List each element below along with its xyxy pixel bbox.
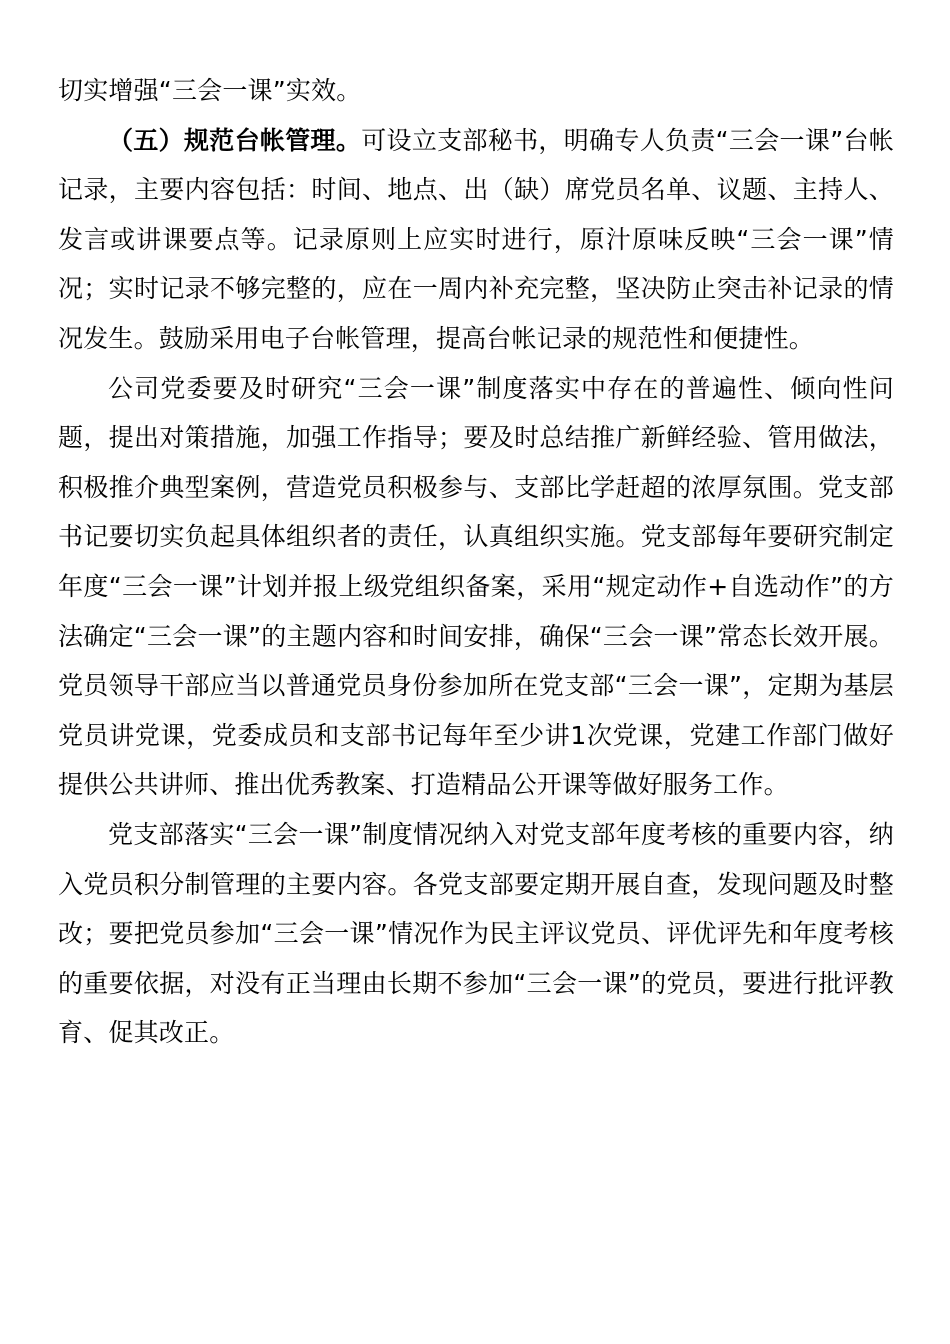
section-heading: （五）规范台帐管理。 <box>108 125 362 155</box>
paragraph-party-committee: 公司党委要及时研究“三会一课”制度落实中存在的普遍性、倾向性问题，提出对策措施，加强工作指导；要及时总结推广新鲜经验、管用做法，积极推介典型案例，营造党员积极参与、支部比学赶超的浓厚氛围。党支部书记要切实负起具体组织者的责任，认真组织实施。党支部每年要研究制定年度“三会一课”计划并报上级党组织备案，采用“规定动作+自选动作”的方法确定“三会一课”的主题内容和时间安排，确保“三会一课”常态长效开展。党员领导干部应当以普通党员身份参加所在党支部“三会一课”，定期为基层党员讲党课，党委成员和支部书记每年至少讲1次党课，党建工作部门做好提供公共讲师、推出优秀教案、打造精品公开课等做好服务工作。 <box>58 373 894 800</box>
paragraph-assessment: 党支部落实“三会一课”制度情况纳入对党支部年度考核的重要内容，纳入党员积分制管理的主要内容。各党支部要定期开展自查，发现问题及时整改；要把党员参加“三会一课”情况作为民主评议党员、评优评先和年度考核的重要依据，对没有正当理由长期不参加“三会一课”的党员，要进行批评教育、促其改正。 <box>58 819 894 1048</box>
paragraph-ledger-management <box>58 116 894 364</box>
paragraph-continuation: 切实增强“三会一课”实效。 <box>58 76 362 105</box>
document-body <box>58 66 894 1058</box>
section-body: 可设立支部秘书，明确专人负责“三会一课”台帐记录，主要内容包括：时间、地点、出（缺）席党员名单、议题、主持人、发言或讲课要点等。记录原则上应实时进行，原汁原味反映“三会一课”情况；实时记录不够完整的，应在一周内补充完整，坚决防止突击补记录的情况发生。鼓励采用电子台帐管理，提高台帐记录的规范性和便捷性。 <box>58 125 894 353</box>
